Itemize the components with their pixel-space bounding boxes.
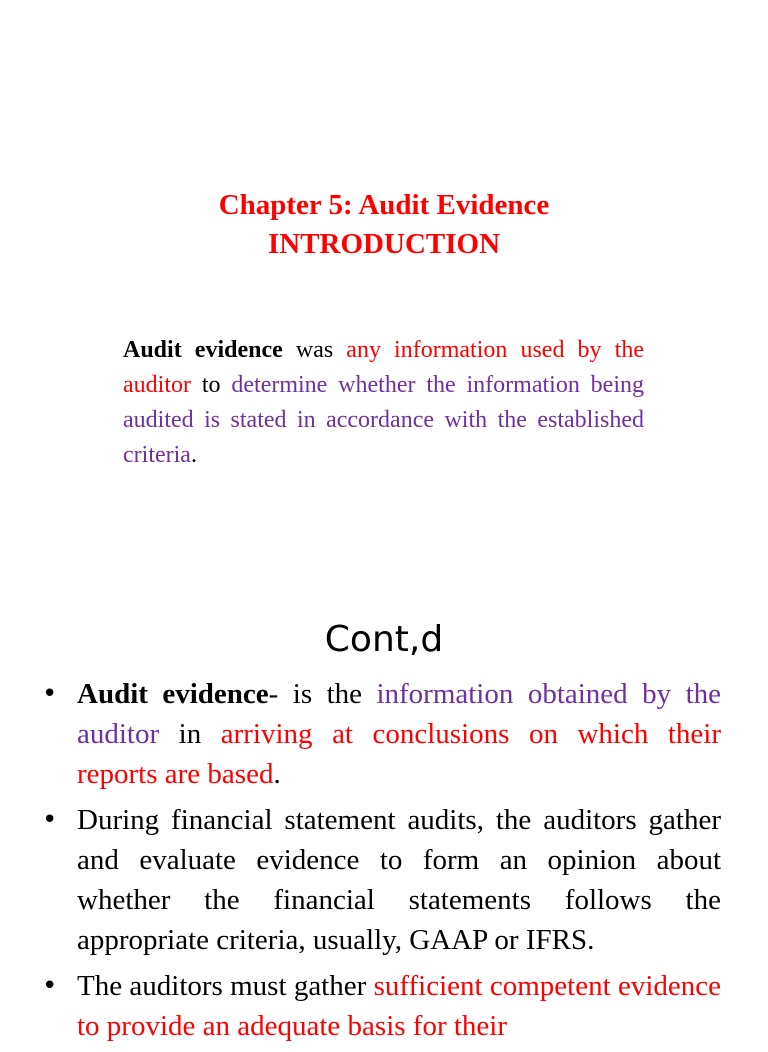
- text-to: to: [190, 372, 232, 398]
- highlight-sufficient-evidence: sufficient competent evidence to provide an adequate basis for their: [77, 970, 721, 1042]
- bullet-text-prefix: The auditors must gather: [77, 970, 374, 1002]
- term-audit-evidence: Audit evidence: [77, 678, 269, 710]
- bullet-text: During financial statement audits, the auditors gather and evaluate evidence to form an opinion about whether the financial statements follows the appropriate criteria, usually, GAAP or IFRS.: [77, 804, 721, 956]
- highlight-arriving-conclusions: arriving at conclusions on which their reports are based: [77, 718, 721, 790]
- text-was: was: [282, 337, 347, 363]
- bullet-icon: •: [42, 679, 58, 709]
- highlight-information-obtained: information obtained by the auditor: [77, 678, 721, 750]
- bullet-icon: •: [42, 805, 58, 835]
- continued-heading: Cont,d: [324, 619, 444, 660]
- text-period: .: [190, 442, 197, 468]
- list-item: [0, 800, 768, 960]
- text-is-the: - is the: [268, 678, 377, 710]
- list-item: [0, 966, 768, 1046]
- bullet-icon: •: [42, 971, 58, 1001]
- definition-paragraph: [123, 333, 644, 473]
- text-period: .: [273, 758, 281, 790]
- list-item: [0, 674, 768, 794]
- highlight-information-used: any information used by the auditor: [123, 337, 644, 398]
- chapter-title: Chapter 5: Audit Evidence: [218, 189, 550, 221]
- term-audit-evidence: Audit evidence: [123, 337, 283, 363]
- slide-title-block: [0, 186, 768, 264]
- highlight-determine-criteria: determine whether the information being audited is stated in accordance with the established criteria: [123, 372, 645, 468]
- bullet-list: [0, 674, 768, 1052]
- slide-continued: [0, 580, 768, 1042]
- text-in: in: [159, 718, 221, 750]
- section-subtitle: INTRODUCTION: [267, 228, 501, 260]
